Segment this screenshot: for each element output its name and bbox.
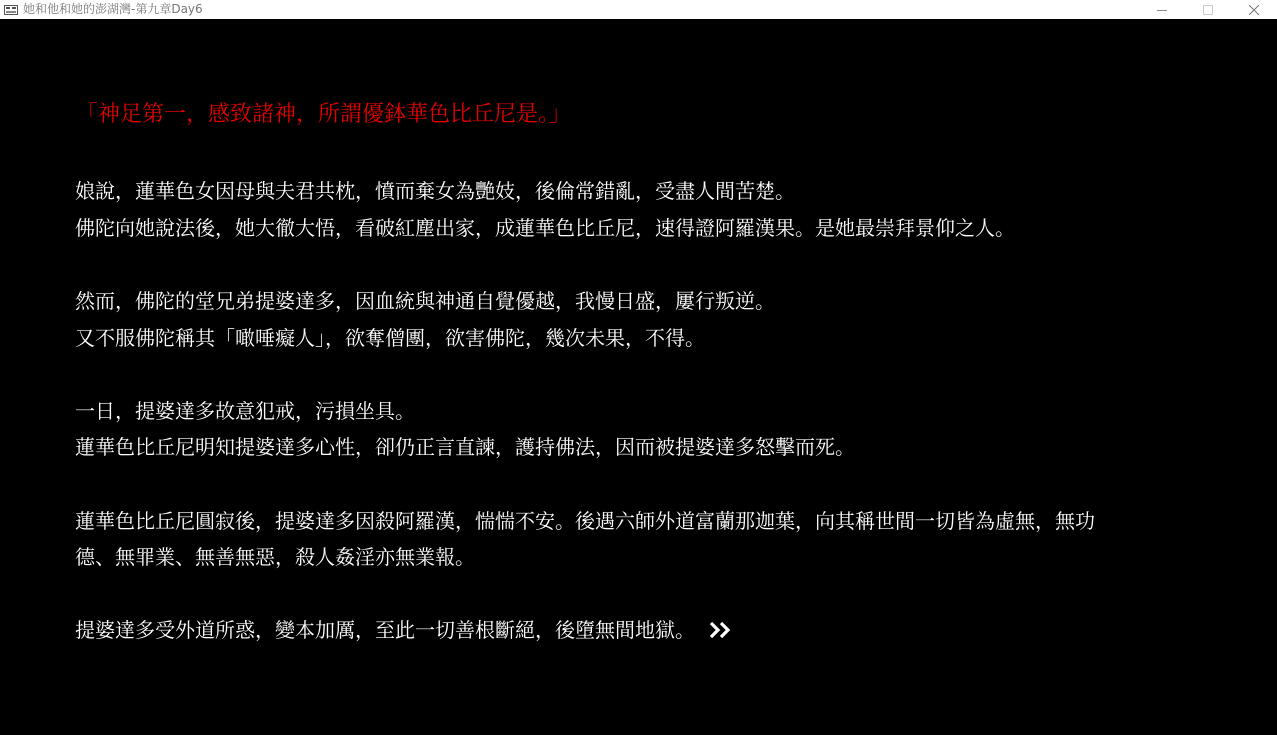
advance-button[interactable]: [709, 620, 733, 644]
story-line-8: 德、無罪業、無善無惡，殺人姦淫亦無業報。: [75, 545, 475, 569]
story-line-2: 佛陀向她說法後，她大徹大悟，看破紅塵出家，成蓮華色比丘尼，速得證阿羅漢果。是她最崇拜景仰之人。: [75, 216, 1015, 240]
close-button[interactable]: [1231, 0, 1277, 19]
maximize-icon: [1203, 5, 1213, 15]
minimize-button[interactable]: [1139, 0, 1185, 19]
story-quote: 「神足第一，感致諸神，所謂優鉢華色比丘尼是。」: [76, 102, 572, 127]
double-chevron-right-icon: [709, 621, 733, 639]
minimize-icon: [1157, 5, 1167, 15]
window-controls: [1139, 0, 1277, 19]
story-line-7: 蓮華色比丘尼圓寂後，提婆達多因殺阿羅漢，惴惴不安。後遇六師外道富蘭那迦葉，向其稱世間一切皆為虛無，無功: [75, 509, 1095, 533]
game-text-stage[interactable]: [0, 19, 1277, 735]
close-icon: [1249, 5, 1259, 15]
story-line-3: 然而，佛陀的堂兄弟提婆達多，因血統與神通自覺優越，我慢日盛，屢行叛逆。: [75, 289, 775, 313]
window-title: 她和他和她的澎湖灣-第九章Day6: [23, 2, 203, 16]
story-line-1: 娘說，蓮華色女因母與夫君共枕，憤而棄女為艷妓，後倫常錯亂，受盡人間苦楚。: [75, 179, 795, 203]
story-line-6: 蓮華色比丘尼明知提婆達多心性，卻仍正言直諫，護持佛法，因而被提婆達多怒擊而死。: [75, 435, 855, 459]
maximize-button[interactable]: [1185, 0, 1231, 19]
window-titlebar[interactable]: [0, 0, 1277, 19]
app-icon: [4, 5, 18, 15]
story-line-4: 又不服佛陀稱其「噉唾癡人」，欲奪僧團，欲害佛陀，幾次未果，不得。: [75, 326, 705, 350]
story-line-9: 提婆達多受外道所惑，變本加厲，至此一切善根斷絕，後墮無間地獄。: [75, 618, 695, 642]
story-line-5: 一日，提婆達多故意犯戒，污損坐具。: [75, 399, 415, 423]
story-line-9-container: [75, 618, 733, 644]
